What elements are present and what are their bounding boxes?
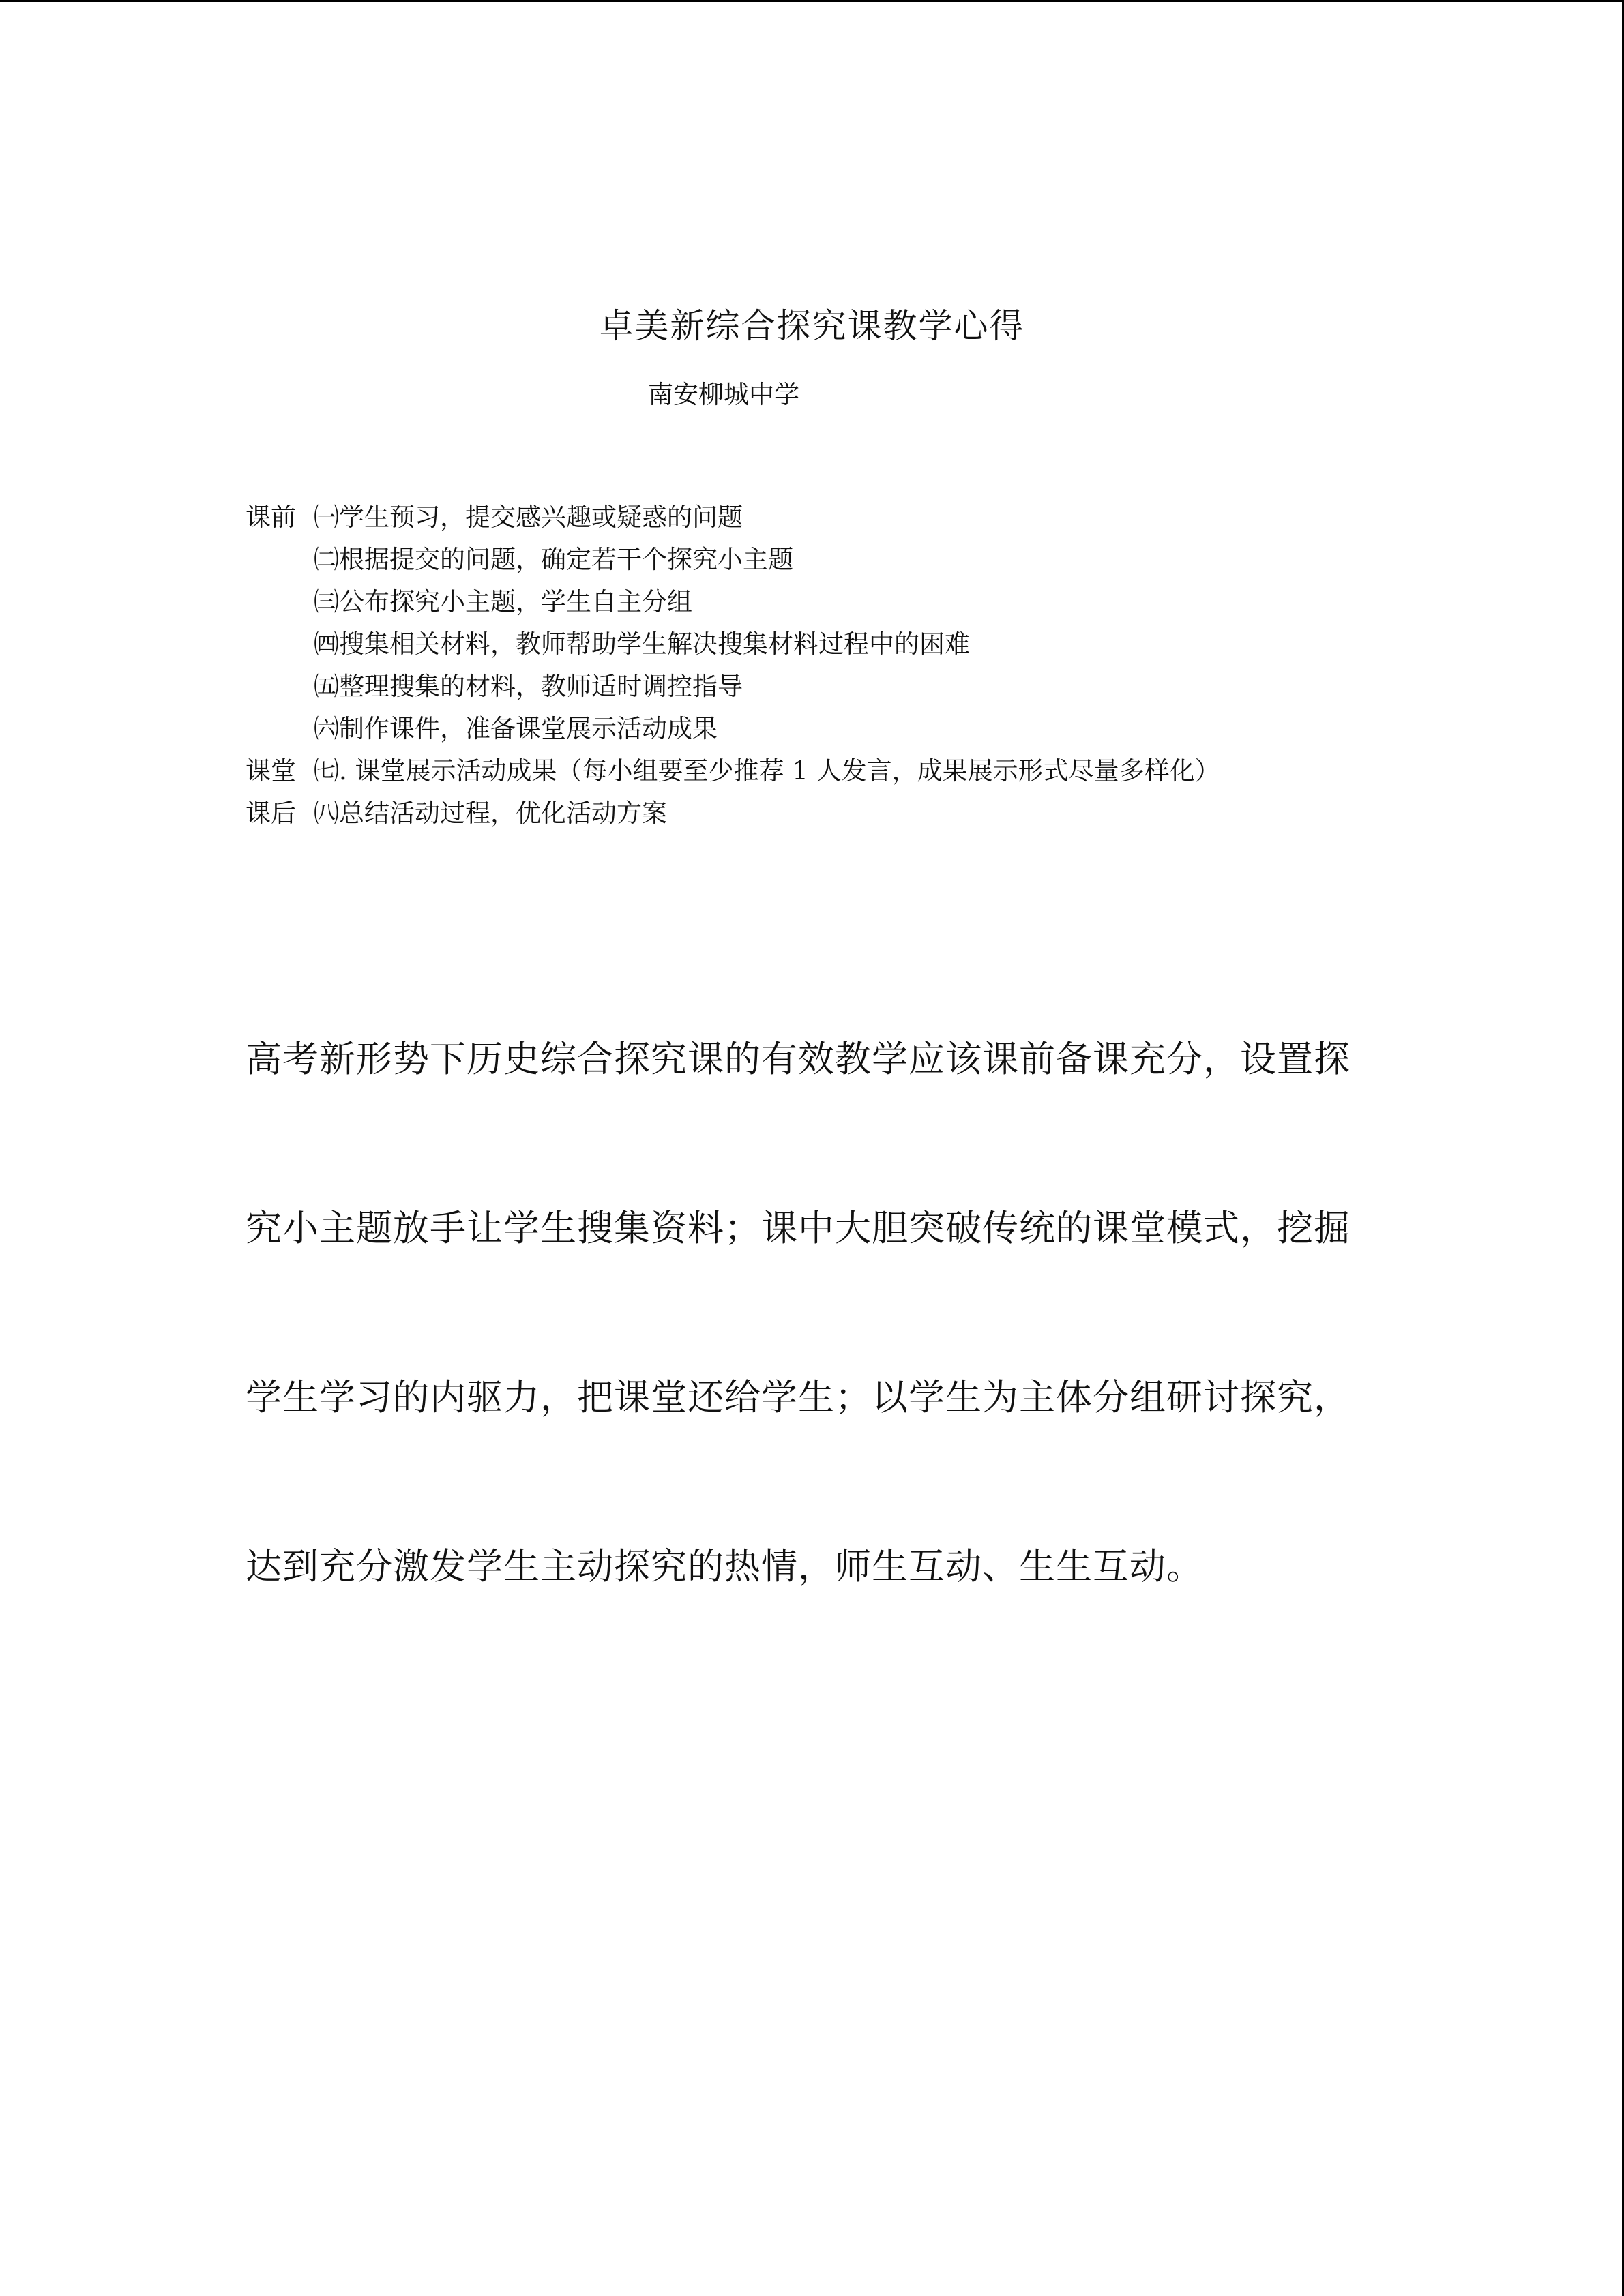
paragraph-line: 究小主题放手让学生搜集资料；课中大胆突破传统的课堂模式，挖掘 — [246, 1208, 1350, 1249]
outline-row — [246, 623, 1405, 666]
outline-row — [246, 496, 1405, 539]
paragraph-line: 学生学习的内驱力，把课堂还给学生；以学生为主体分组研讨探究， — [246, 1377, 1350, 1418]
outline-row — [246, 708, 1405, 750]
outline-item: ㈥制作课件，准备课堂展示活动成果 — [314, 714, 718, 743]
outline-section-label — [246, 666, 314, 708]
outline-item: ㈣搜集相关材料，教师帮助学生解决搜集材料过程中的困难 — [314, 629, 970, 659]
outline-row — [246, 539, 1405, 581]
outline-section-label: 课后 — [246, 799, 296, 828]
document-title: 卓美新综合探究课教学心得 — [599, 306, 1025, 346]
outline-item: ㈡根据提交的问题，确定若干个探究小主题 — [314, 545, 793, 574]
outline-item: ㈠学生预习，提交感兴趣或疑惑的问题 — [314, 503, 743, 532]
outline-section-label: 课前 — [246, 503, 296, 532]
outline-row — [246, 750, 1405, 792]
outline-section-label — [246, 623, 314, 666]
outline-section-label — [246, 708, 314, 750]
outline-section-label — [246, 539, 314, 581]
outline-item: ㈦. 课堂展示活动成果（每小组要至少推荐 1 人发言，成果展示形式尽量多样化） — [314, 756, 1220, 786]
paragraph-line: 达到充分激发学生主动探究的热情，师生互动、生生互动。 — [246, 1546, 1203, 1587]
outline-section-label — [246, 581, 314, 623]
outline-item: ㈧总结活动过程，优化活动方案 — [314, 799, 667, 828]
document-author: 南安柳城中学 — [648, 380, 799, 409]
outline-row — [246, 666, 1405, 708]
summary-paragraph — [246, 933, 1364, 1694]
outline-row — [246, 581, 1405, 623]
outline-section-label: 课堂 — [246, 756, 296, 786]
lesson-outline — [246, 496, 1405, 835]
paragraph-line: 高考新形势下历史综合探究课的有效教学应该课前备课充分，设置探 — [246, 1039, 1350, 1080]
outline-item: ㈤整理搜集的材料，教师适时调控指导 — [314, 672, 743, 701]
outline-item: ㈢公布探究小主题，学生自主分组 — [314, 587, 692, 616]
outline-row — [246, 792, 1405, 835]
